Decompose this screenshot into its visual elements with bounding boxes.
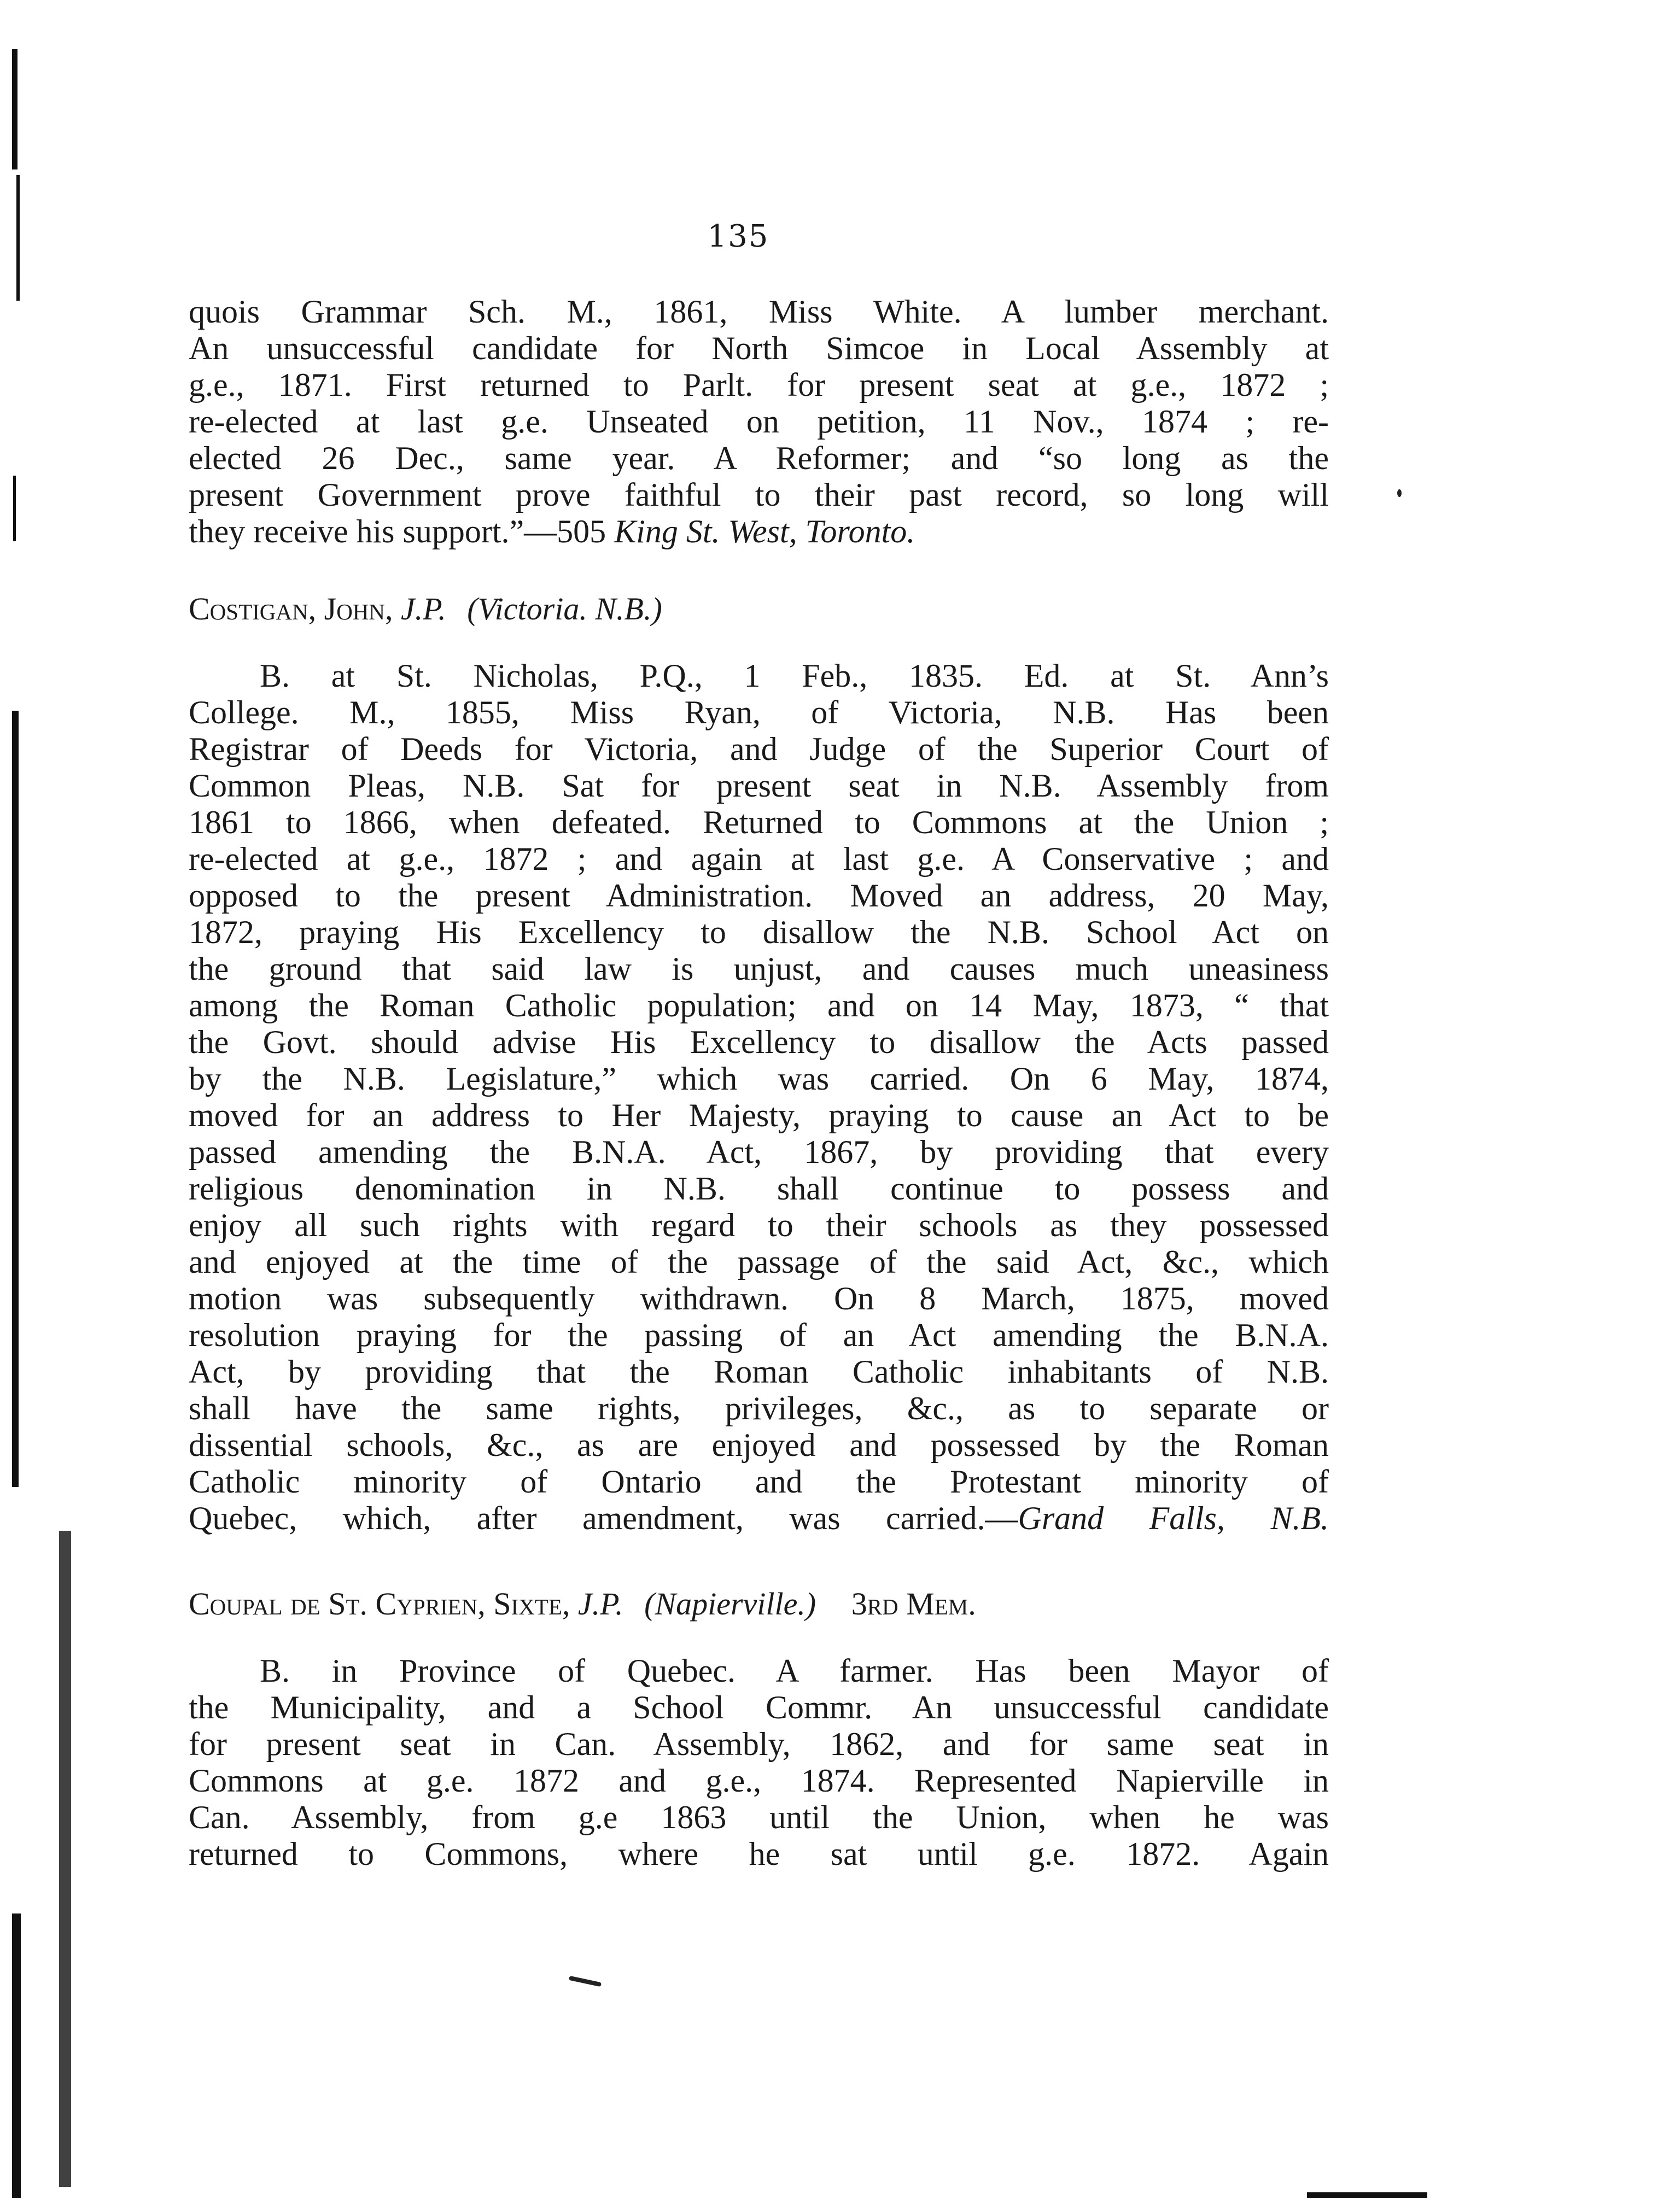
text-line: quois Grammar Sch. M., 1861, Miss White. A lumber merchant. bbox=[189, 294, 1329, 330]
entry-name: Costigan, John, bbox=[189, 591, 393, 627]
text-line: re-elected at last g.e. Unseated on petition, 11 Nov., 1874 ; re- bbox=[189, 403, 1329, 440]
paragraph-2 bbox=[189, 658, 1329, 1537]
text-line: the ground that said law is unjust, and causes much uneasiness bbox=[189, 951, 1329, 987]
text-line bbox=[189, 513, 1329, 550]
text-line: Registrar of Deeds for Victoria, and Judge of the Superior Court of bbox=[189, 731, 1329, 767]
text-line: An unsuccessful candidate for North Simcoe in Local Assembly at bbox=[189, 330, 1329, 366]
text-line: and enjoyed at the time of the passage of the said Act, &c., which bbox=[189, 1244, 1329, 1280]
text-line: motion was subsequently withdrawn. On 8 March, 1875, moved bbox=[189, 1280, 1329, 1316]
text-line: g.e., 1871. First returned to Parlt. for present seat at g.e., 1872 ; bbox=[189, 367, 1329, 403]
text-line: religious denomination in N.B. shall continue to possess and bbox=[189, 1171, 1329, 1207]
text-line: 1872, praying His Excellency to disallow the N.B. School Act on bbox=[189, 914, 1329, 950]
text-line: Act, by providing that the Roman Catholic inhabitants of N.B. bbox=[189, 1354, 1329, 1390]
text-line: Common Pleas, N.B. Sat for present seat in N.B. Assembly from bbox=[189, 768, 1329, 804]
margin-scan-mark bbox=[59, 1531, 71, 2187]
address: Grand Falls, N.B. bbox=[1018, 1500, 1329, 1536]
text-fragment: Quebec, which, after amendment, was carried.— bbox=[189, 1500, 1018, 1536]
margin-scan-mark bbox=[16, 175, 20, 301]
paragraph-3 bbox=[189, 1653, 1329, 1872]
entry-title: J.P. bbox=[577, 1586, 623, 1622]
margin-scan-mark bbox=[12, 1913, 21, 2198]
text-line: opposed to the present Administration. Moved an address, 20 May, bbox=[189, 877, 1329, 914]
text-line: by the N.B. Legislature,” which was carried. On 6 May, 1874, bbox=[189, 1061, 1329, 1097]
page-number: 135 bbox=[707, 219, 769, 254]
entry-heading bbox=[189, 590, 662, 627]
text-line: the Municipality, and a School Commr. An unsuccessful candidate bbox=[189, 1689, 1329, 1725]
text-line: enjoy all such rights with regard to their schools as they possessed bbox=[189, 1207, 1329, 1243]
text-line: Can. Assembly, from g.e 1863 until the Union, when he was bbox=[189, 1799, 1329, 1835]
text-line: 1861 to 1866, when defeated. Returned to Commons at the Union ; bbox=[189, 804, 1329, 840]
text-line: present Government prove faithful to their past record, so long will bbox=[189, 477, 1329, 513]
text-line: shall have the same rights, privileges, &c., as to separate or bbox=[189, 1390, 1329, 1426]
paragraph-1 bbox=[189, 294, 1329, 550]
address: King St. West, Toronto. bbox=[614, 513, 915, 549]
text-line: B. at St. Nicholas, P.Q., 1 Feb., 1835. Ed. at St. Ann’s bbox=[260, 658, 1329, 694]
entry-riding: (Victoria. N.B.) bbox=[467, 591, 662, 627]
text-line: for present seat in Can. Assembly, 1862, and for same seat in bbox=[189, 1726, 1329, 1762]
text-fragment: they receive his support.”—505 bbox=[189, 513, 606, 549]
margin-scan-mark bbox=[12, 49, 17, 169]
text-line: among the Roman Catholic population; and on 14 May, 1873, “ that bbox=[189, 987, 1329, 1023]
scan-speck bbox=[1397, 489, 1402, 497]
text-line: returned to Commons, where he sat until g.e. 1872. Again bbox=[189, 1836, 1329, 1872]
text-line: the Govt. should advise His Excellency to disallow the Acts passed bbox=[189, 1024, 1329, 1060]
member-note: 3rd Mem. bbox=[851, 1586, 976, 1622]
text-line: moved for an address to Her Majesty, praying to cause an Act to be bbox=[189, 1097, 1329, 1133]
text-line: dissential schools, &c., as are enjoyed and possessed by the Roman bbox=[189, 1427, 1329, 1463]
text-line: passed amending the B.N.A. Act, 1867, by providing that every bbox=[189, 1134, 1329, 1170]
text-line: elected 26 Dec., same year. A Reformer; and “so long as the bbox=[189, 440, 1329, 476]
margin-scan-mark bbox=[12, 711, 19, 1487]
entry-heading bbox=[189, 1585, 976, 1622]
entry-title: J.P. bbox=[401, 591, 446, 627]
entry-name: Coupal de St. Cyprien, Sixte, bbox=[189, 1586, 570, 1622]
margin-scan-mark bbox=[13, 476, 16, 541]
bottom-scan-mark bbox=[1307, 2192, 1427, 2198]
text-line bbox=[189, 1500, 1329, 1537]
text-line: re-elected at g.e., 1872 ; and again at last g.e. A Conservative ; and bbox=[189, 841, 1329, 877]
entry-riding: (Napierville.) bbox=[644, 1586, 816, 1622]
scan-speck bbox=[569, 1976, 602, 1987]
text-line: B. in Province of Quebec. A farmer. Has been Mayor of bbox=[260, 1653, 1329, 1689]
text-line: College. M., 1855, Miss Ryan, of Victoria, N.B. Has been bbox=[189, 694, 1329, 730]
text-line: Catholic minority of Ontario and the Protestant minority of bbox=[189, 1464, 1329, 1500]
text-line: resolution praying for the passing of an Act amending the B.N.A. bbox=[189, 1317, 1329, 1353]
text-line: Commons at g.e. 1872 and g.e., 1874. Represented Napierville in bbox=[189, 1763, 1329, 1799]
